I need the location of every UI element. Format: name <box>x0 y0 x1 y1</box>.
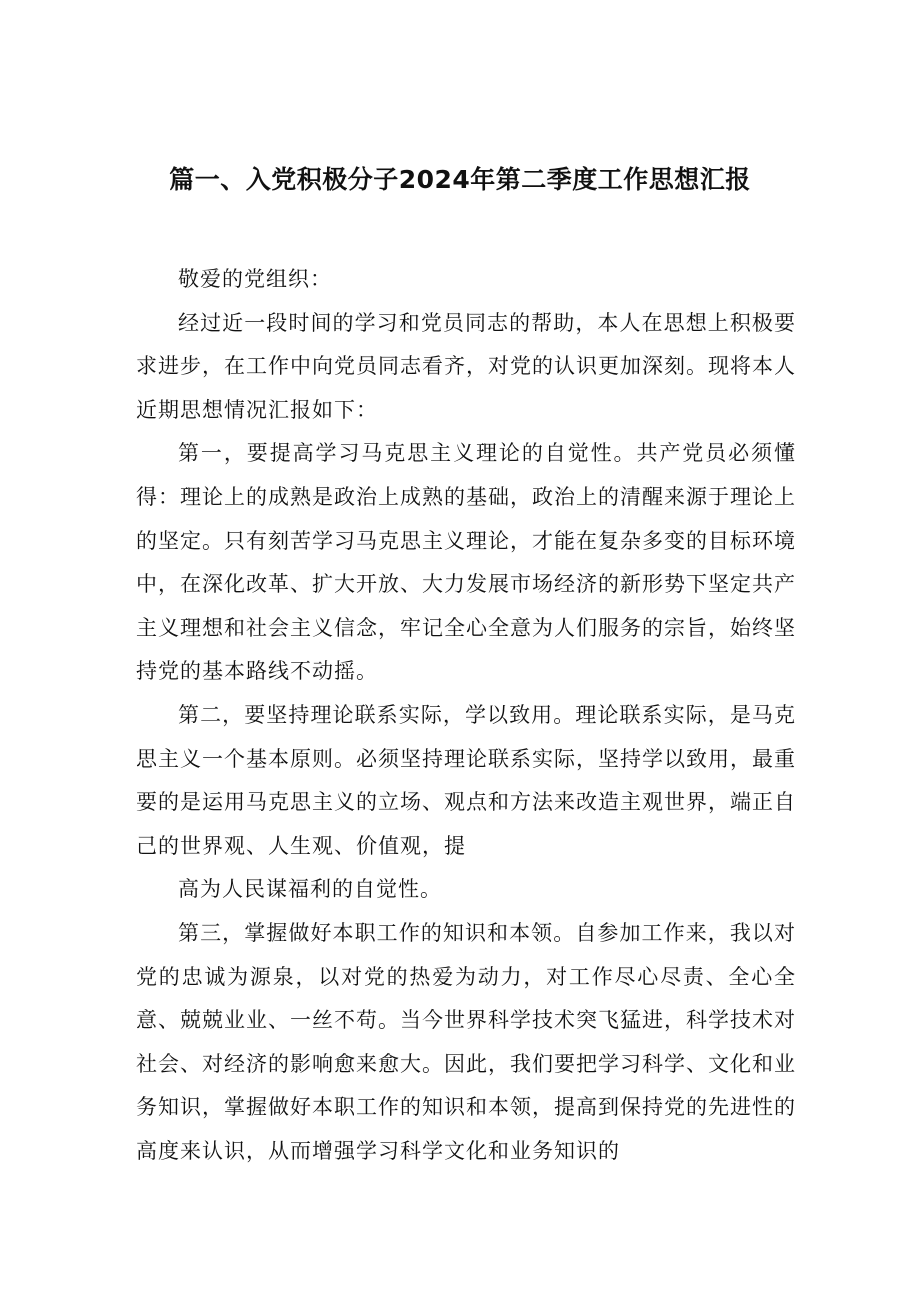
paragraph-first-point: 第一，要提高学习马克思主义理论的自觉性。共产党员必须懂得：理论上的成熟是政治上成熟的基础，政治上的清醒来源于理论上的坚定。只有刻苦学习马克思主义理论，才能在复杂多变的目标环境中，在深化改革、扩大开放、大力发展市场经济的新形势下坚定共产主义理想和社会主义信念，牢记全心全意为人们服务的宗旨，始终坚持党的基本路线不动摇。 <box>136 441 796 684</box>
document-title: 篇一、入党积极分子2024年第二季度工作思想汇报 <box>169 165 751 194</box>
paragraph-second-point-continued: 高为人民谋福利的自觉性。 <box>178 877 442 902</box>
salutation: 敬爱的党组织： <box>178 267 332 291</box>
document-body <box>136 258 796 1173</box>
paragraph-second-point: 第二，要坚持理论联系实际，学以致用。理论联系实际，是马克思主义一个基本原则。必须坚持理论联系实际，坚持学以致用，最重要的是运用马克思主义的立场、观点和方法来改造主观世界，端正自己的世界观、人生观、价值观，提 <box>136 702 796 858</box>
paragraph-intro: 经过近一段时间的学习和党员同志的帮助，本人在思想上积极要求进步，在工作中向党员同志看齐，对党的认识更加深刻。现将本人近期思想情况汇报如下： <box>136 310 796 422</box>
paragraph-third-point: 第三，掌握做好本职工作的知识和本领。自参加工作来，我以对党的忠诚为源泉，以对党的热爱为动力，对工作尽心尽责、全心全意、兢兢业业、一丝不苟。当今世界科学技术突飞猛进，科学技术对社会、对经济的影响愈来愈大。因此，我们要把学习科学、文化和业务知识，掌握做好本职工作的知识和本领，提高到保持党的先进性的高度来认识，从而增强学习科学文化和业务知识的 <box>136 920 796 1163</box>
